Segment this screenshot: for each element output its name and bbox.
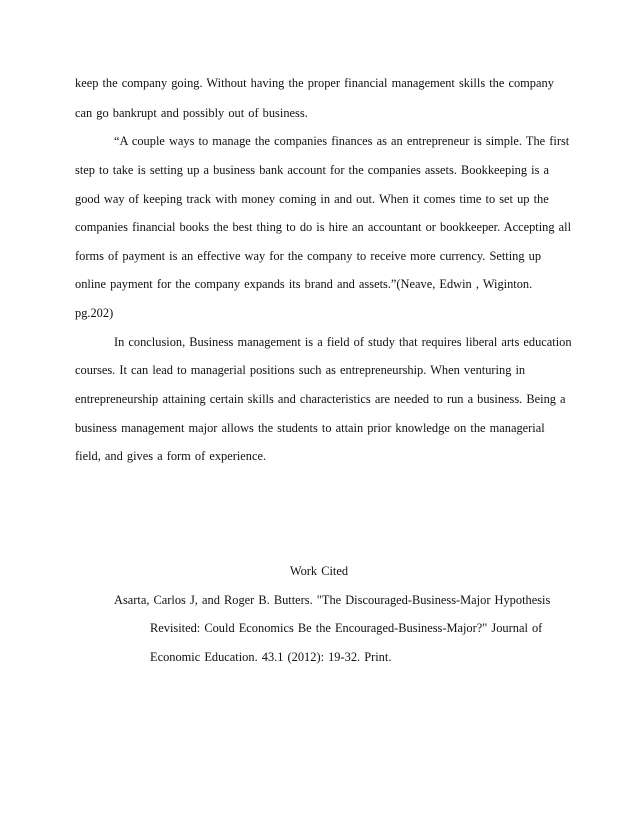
paragraph-3-line-3: entrepreneurship attaining certain skills and characteristics are needed to run a business. Being a [75, 392, 566, 406]
paragraph-3-line-5: field, and gives a form of experience. [75, 449, 267, 463]
works-cited-heading: Work Cited [289, 564, 349, 578]
paragraph-3-line-1: In conclusion, Business management is a field of study that requires liberal arts education [114, 335, 572, 349]
paragraph-2-line-3: good way of keeping track with money coming in and out. When it comes time to set up the [75, 192, 549, 206]
paragraph-2-line-4: companies financial books the best thing to do is hire an accountant or bookkeeper. Accepting all [75, 220, 572, 234]
works-cited-entry-line-3: Economic Education. 43.1 (2012): 19-32. Print. [150, 650, 392, 664]
paragraph-1-line-2: can go bankrupt and possibly out of business. [75, 106, 308, 120]
paragraph-2-line-1: “A couple ways to manage the companies finances as an entrepreneur is simple. The first [114, 134, 570, 148]
paragraph-2-line-7: pg.202) [75, 306, 114, 320]
works-cited-entry-line-1: Asarta, Carlos J, and Roger B. Butters. "The Discouraged-Business-Major Hypothesis [114, 593, 551, 607]
paragraph-2-line-6: online payment for the company expands its brand and assets.”(Neave, Edwin , Wiginton. [75, 277, 533, 291]
works-cited-entry-line-2: Revisited: Could Economics Be the Encouraged-Business-Major?" Journal of [150, 621, 543, 635]
paragraph-3-line-4: business management major allows the students to attain prior knowledge on the managerial [75, 421, 545, 435]
paragraph-1-line-1: keep the company going. Without having the proper financial management skills the company [75, 76, 554, 90]
paragraph-2-line-5: forms of payment is an effective way for the company to receive more currency. Setting up [75, 249, 542, 263]
paragraph-3-line-2: courses. It can lead to managerial positions such as entrepreneurship. When venturing in [75, 363, 526, 377]
paragraph-2-line-2: step to take is setting up a business bank account for the companies assets. Bookkeeping is a [75, 163, 550, 177]
